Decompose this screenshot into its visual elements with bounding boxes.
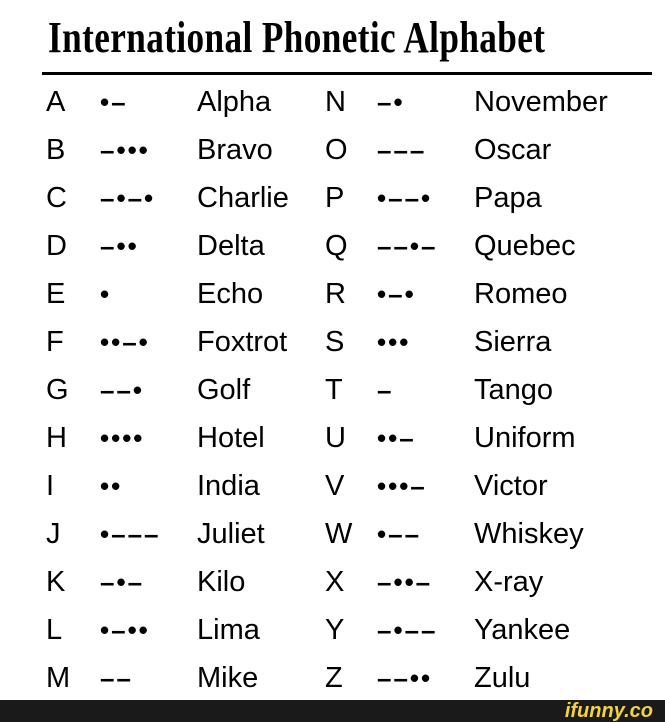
code-left: –•–: [100, 567, 145, 597]
word-left: Lima: [197, 614, 260, 646]
table-row: [0, 462, 665, 510]
letter-left: L: [46, 614, 63, 646]
word-left: India: [197, 470, 260, 502]
code-right: –•: [377, 87, 405, 117]
word-left: Charlie: [197, 182, 289, 214]
word-left: Mike: [197, 662, 259, 694]
code-right: ––••: [377, 663, 433, 693]
letter-left: M: [46, 662, 71, 694]
word-right: Romeo: [474, 278, 568, 310]
table-row: [0, 126, 665, 174]
letter-left: G: [46, 374, 69, 406]
word-left: Juliet: [197, 518, 265, 550]
code-right: •••–: [377, 471, 427, 501]
letter-left: F: [46, 326, 64, 358]
table-row: [0, 606, 665, 654]
word-left: Golf: [197, 374, 251, 406]
word-left: Delta: [197, 230, 265, 262]
letter-left: D: [46, 230, 67, 262]
word-right: Sierra: [474, 326, 552, 358]
letter-right: R: [325, 278, 346, 310]
word-left: Echo: [197, 278, 264, 310]
code-left: ••••: [100, 423, 145, 453]
word-right: Whiskey: [474, 518, 584, 550]
phonetic-alphabet-table: [0, 78, 665, 702]
table-row: [0, 654, 665, 702]
code-left: ––•: [100, 375, 145, 405]
table-row: [0, 366, 665, 414]
letter-left: C: [46, 182, 67, 214]
table-row: [0, 174, 665, 222]
code-left: –•••: [100, 135, 150, 165]
title-underline: [42, 72, 652, 75]
code-right: –: [377, 375, 394, 405]
code-right: ••–: [377, 423, 416, 453]
code-left: •: [100, 279, 112, 309]
letter-right: Z: [325, 662, 343, 694]
table-row: [0, 510, 665, 558]
code-left: –••: [100, 231, 139, 261]
letter-right: N: [325, 86, 346, 118]
code-left: •–••: [100, 615, 150, 645]
letter-right: Q: [325, 230, 348, 262]
word-right: November: [474, 86, 608, 118]
letter-right: W: [325, 518, 353, 550]
code-right: –––: [377, 135, 427, 165]
letter-left: J: [46, 518, 61, 550]
word-left: Bravo: [197, 134, 273, 166]
word-left: Kilo: [197, 566, 246, 598]
code-right: •••: [377, 327, 411, 357]
letter-left: E: [46, 278, 66, 310]
code-right: •––•: [377, 183, 433, 213]
code-left: –•–•: [100, 183, 156, 213]
word-right: Yankee: [474, 614, 571, 646]
code-right: –••–: [377, 567, 433, 597]
letter-right: V: [325, 470, 345, 502]
word-right: Victor: [474, 470, 548, 502]
letter-left: K: [46, 566, 66, 598]
table-row: [0, 78, 665, 126]
code-right: •–•: [377, 279, 416, 309]
word-left: Hotel: [197, 422, 265, 454]
word-right: Papa: [474, 182, 542, 214]
letter-left: I: [46, 470, 55, 502]
word-right: Uniform: [474, 422, 576, 454]
code-left: ••–•: [100, 327, 150, 357]
word-right: Zulu: [474, 662, 531, 694]
word-left: Foxtrot: [197, 326, 288, 358]
code-left: •–: [100, 87, 128, 117]
letter-right: T: [325, 374, 343, 406]
table-row: [0, 414, 665, 462]
table-row: [0, 318, 665, 366]
letter-right: S: [325, 326, 345, 358]
word-right: Oscar: [474, 134, 552, 166]
word-right: X-ray: [474, 566, 544, 598]
letter-left: A: [46, 86, 66, 118]
letter-right: X: [325, 566, 345, 598]
code-right: ––•–: [377, 231, 438, 261]
code-right: •––: [377, 519, 422, 549]
code-left: •–––: [100, 519, 161, 549]
letter-right: O: [325, 134, 348, 166]
letter-right: Y: [325, 614, 345, 646]
word-right: Tango: [474, 374, 554, 406]
table-row: [0, 558, 665, 606]
page-title: International Phonetic Alphabet: [48, 13, 546, 62]
word-right: Quebec: [474, 230, 576, 262]
letter-right: U: [325, 422, 346, 454]
table-row: [0, 270, 665, 318]
code-left: ••: [100, 471, 123, 501]
letter-left: H: [46, 422, 67, 454]
code-right: –•––: [377, 615, 438, 645]
letter-right: P: [325, 182, 345, 214]
word-left: Alpha: [197, 86, 272, 118]
table-row: [0, 222, 665, 270]
ifunny-logo: ifunny.co: [564, 700, 653, 722]
letter-left: B: [46, 134, 66, 166]
code-left: ––: [100, 663, 133, 693]
footer-bar: [0, 700, 665, 722]
